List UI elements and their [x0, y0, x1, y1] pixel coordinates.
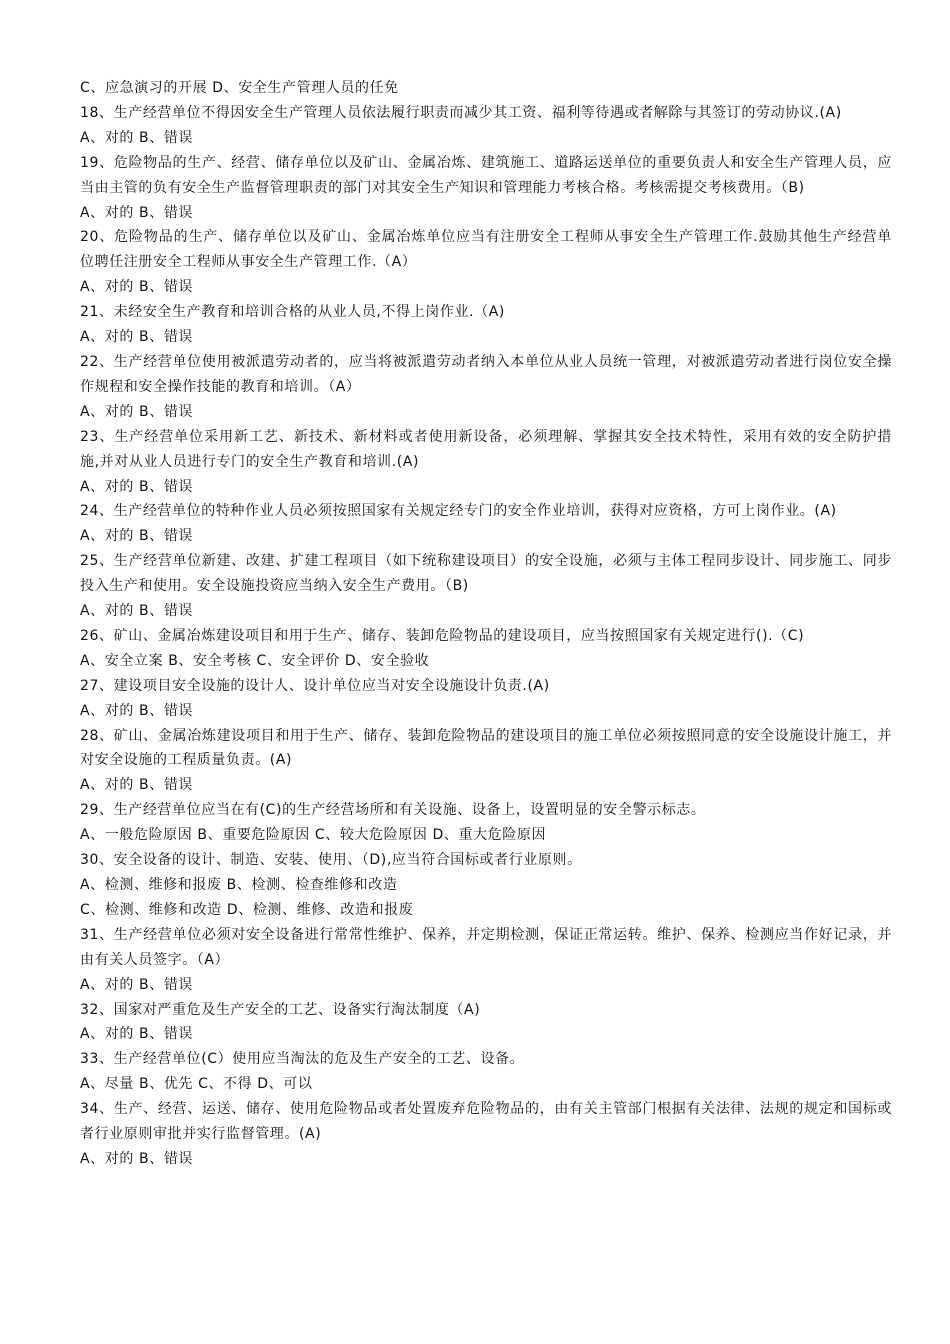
question-28: 28、矿山、金属冶炼建设项目和用于生产、储存、装卸危险物品的建设项目的施工单位必须按照同意的安全设施设计施工，并对安全设施的工程质量负责。(A)	[80, 727, 892, 769]
text-line: C、应急演习的开展 D、安全生产管理人员的任免	[80, 80, 399, 96]
question-34: 34、生产、经营、运送、储存、使用危险物品或者处置废弃危险物品的，由有关主管部门根据有关法律、法规的规定和国标或者行业原则审批并实行监督管理。(A)	[80, 1101, 892, 1143]
question-22: 22、生产经营单位使用被派遣劳动者的，应当将被派遣劳动者纳入本单位从业人员统一管理，对被派遣劳动者进行岗位安全操作规程和安全操作技能的教育和培训。（A）	[80, 353, 892, 395]
options-19: A、对的 B、错误	[80, 204, 194, 221]
options-34: A、对的 B、错误	[80, 1150, 194, 1167]
question-33: 33、生产经营单位(C）使用应当淘汰的危及生产安全的工艺、设备。	[80, 1051, 525, 1068]
question-18: 18、生产经营单位不得因安全生产管理人员依法履行职责而减少其工资、福利等待遇或者解除与其签订的劳动协议.(A)	[80, 104, 842, 121]
options-27: A、对的 B、错误	[80, 702, 194, 719]
question-31: 31、生产经营单位必须对安全设备进行常常性维护、保养，并定期检测，保证正常运转。维护、保养、检测应当作好记录，并由有关人员签字。（A）	[80, 926, 892, 968]
question-20: 20、危险物品的生产、储存单位以及矿山、金属冶炼单位应当有注册安全工程师从事安全生产管理工作.鼓励其他生产经营单位聘任注册安全工程师从事安全生产管理工作.（A）	[80, 229, 892, 271]
question-23: 23、生产经营单位采用新工艺、新技术、新材料或者使用新设备，必须理解、掌握其安全技术特性，采用有效的安全防护措施,并对从业人员进行专门的安全生产教育和培训.(A)	[80, 428, 892, 470]
options-23: A、对的 B、错误	[80, 478, 194, 495]
document-page	[80, 76, 892, 1172]
options-24: A、对的 B、错误	[80, 528, 194, 545]
options-30-c-d: C、检测、维修和改造 D、检测、维修、改造和报废	[80, 901, 414, 918]
options-32: A、对的 B、错误	[80, 1026, 194, 1043]
options-33: A、尽量 B、优先 C、不得 D、可以	[80, 1076, 313, 1093]
options-29: A、一般危险原因 B、重要危险原因 C、较大危险原因 D、重大危险原因	[80, 827, 547, 844]
options-18: A、对的 B、错误	[80, 129, 194, 146]
question-32: 32、国家对严重危及生产安全的工艺、设备实行淘汰制度（A)	[80, 1001, 481, 1018]
options-21: A、对的 B、错误	[80, 329, 194, 346]
options-20: A、对的 B、错误	[80, 279, 194, 296]
question-19: 19、危险物品的生产、经营、储存单位以及矿山、金属冶炼、建筑施工、道路运送单位的重要负责人和安全生产管理人员，应当由主管的负有安全生产监督管理职责的部门对其安全生产知识和管理能力考核合格。考核需提交考核费用。（B)	[80, 154, 892, 196]
question-30: 30、安全设备的设计、制造、安装、使用、（D),应当符合国标或者行业原则。	[80, 852, 582, 869]
question-27: 27、建设项目安全设施的设计人、设计单位应当对安全设施设计负责.(A)	[80, 677, 550, 694]
question-24: 24、生产经营单位的特种作业人员必须按照国家有关规定经专门的安全作业培训，获得对应资格，方可上岗作业。(A)	[80, 503, 837, 520]
question-29: 29、生产经营单位应当在有(C)的生产经营场所和有关设施、设备上，设置明显的安全警示标志。	[80, 802, 706, 819]
options-28: A、对的 B、错误	[80, 777, 194, 794]
options-30-a-b: A、检测、维修和报废 B、检测、检查维修和改造	[80, 877, 398, 893]
question-26: 26、矿山、金属冶炼建设项目和用于生产、储存、装卸危险物品的建设项目，应当按照国家有关规定进行().（C)	[80, 627, 805, 644]
question-21: 21、未经安全生产教育和培训合格的从业人员,不得上岗作业.（A)	[80, 304, 505, 321]
options-22: A、对的 B、错误	[80, 403, 194, 420]
options-26: A、安全立案 B、安全考核 C、安全评价 D、安全验收	[80, 652, 430, 669]
options-25: A、对的 B、错误	[80, 603, 194, 620]
options-31: A、对的 B、错误	[80, 976, 194, 993]
question-25: 25、生产经营单位新建、改建、扩建工程项目（如下统称建设项目）的安全设施，必须与主体工程同步设计、同步施工、同步投入生产和使用。安全设施投资应当纳入安全生产费用。（B)	[80, 553, 892, 595]
